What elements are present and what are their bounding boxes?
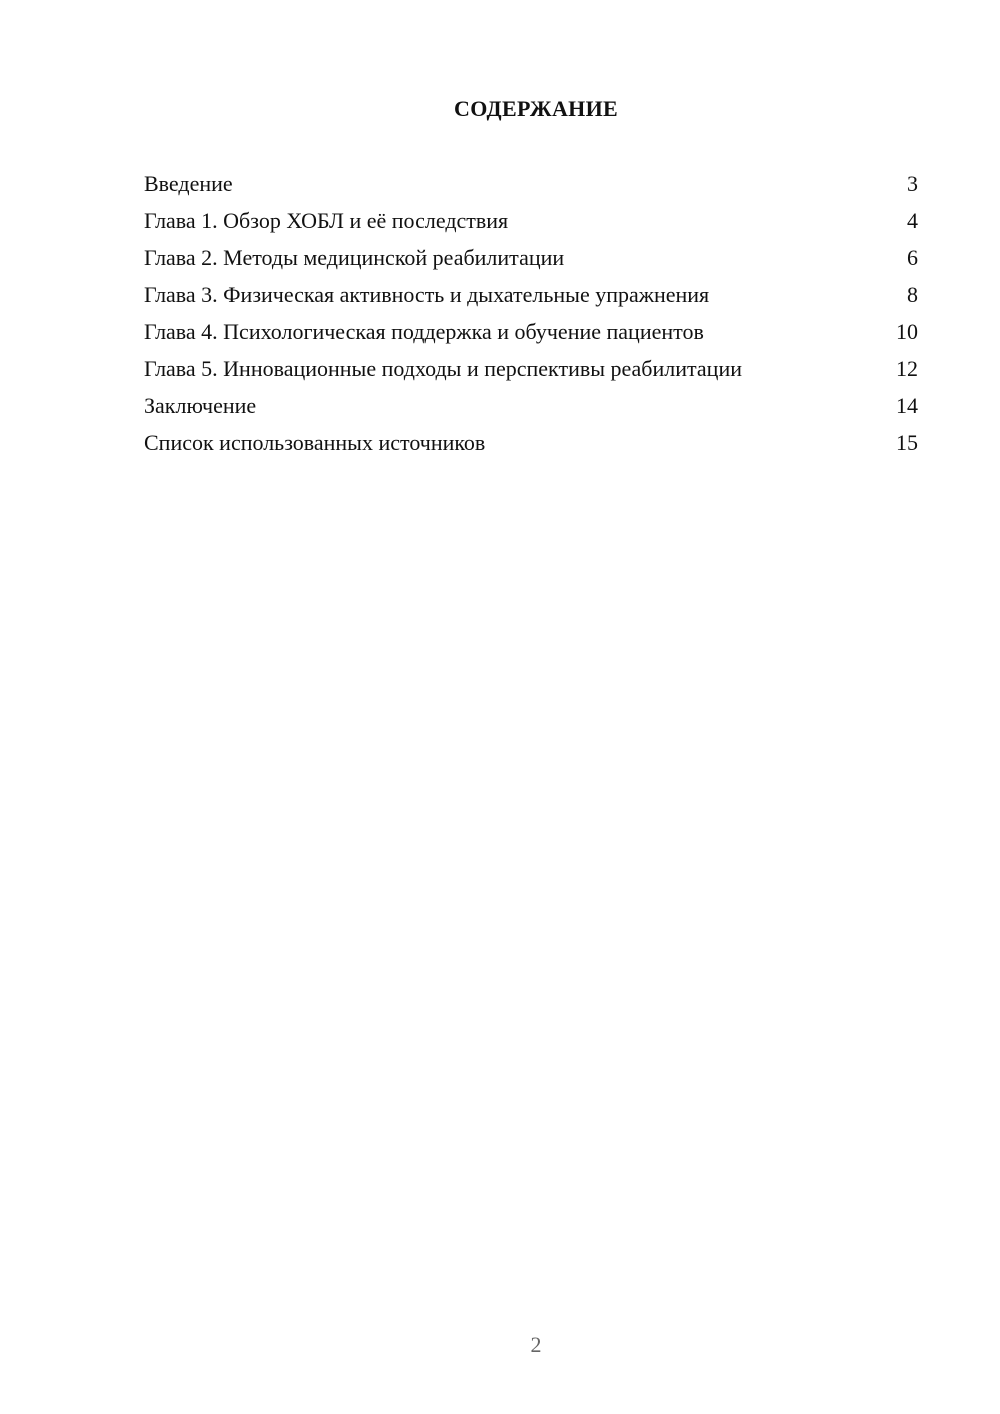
toc-entry-chapter-1[interactable]: [144, 207, 918, 235]
page-title: СОДЕРЖАНИЕ: [454, 96, 618, 121]
toc-entry-chapter-5[interactable]: [144, 355, 918, 383]
toc-entry-title: Заключение: [144, 393, 257, 418]
toc-entry-page: 12: [896, 356, 918, 381]
toc-entry-title: Введение: [144, 171, 233, 196]
toc-entry-page: 10: [896, 319, 918, 344]
toc-entry-page: 3: [907, 171, 918, 196]
toc-entry-title: Список использованных источников: [144, 430, 486, 455]
toc-entry-title: Глава 3. Физическая активность и дыхательные упражнения: [144, 282, 710, 307]
toc-entry-chapter-3[interactable]: [144, 281, 918, 309]
page-number: 2: [530, 1332, 542, 1357]
toc-entry-page: 14: [896, 393, 918, 418]
toc-entry-conclusion[interactable]: [144, 392, 918, 420]
toc-entry-page: 4: [907, 208, 918, 233]
toc-entry-page: 15: [896, 430, 918, 455]
toc-entry-references[interactable]: [144, 429, 918, 457]
toc-entry-page: 6: [907, 245, 918, 270]
toc-entry-title: Глава 1. Обзор ХОБЛ и её последствия: [144, 208, 509, 233]
toc-entry-title: Глава 4. Психологическая поддержка и обучение пациентов: [144, 319, 704, 344]
toc-entry-chapter-2[interactable]: [144, 244, 918, 272]
toc-entry-introduction[interactable]: [144, 170, 918, 198]
toc-entry-chapter-4[interactable]: [144, 318, 918, 346]
toc-entry-title: Глава 5. Инновационные подходы и перспективы реабилитации: [144, 356, 742, 381]
toc-entry-page: 8: [907, 282, 918, 307]
toc-entry-title: Глава 2. Методы медицинской реабилитации: [144, 245, 565, 270]
table-of-contents: [144, 170, 918, 466]
